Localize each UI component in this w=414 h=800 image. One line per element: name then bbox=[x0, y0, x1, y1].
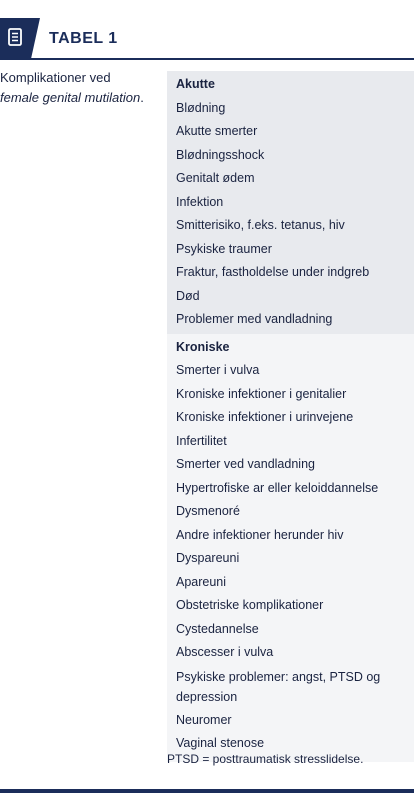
table-header bbox=[0, 18, 414, 60]
table-row: Dyspareuni bbox=[176, 551, 240, 565]
table-row: Kroniske infektioner i genitalier bbox=[176, 386, 347, 401]
table-row: Neuromer bbox=[176, 712, 232, 727]
chronic-heading: Kroniske bbox=[176, 339, 230, 354]
caption-italic: female genital mutilation bbox=[0, 90, 141, 105]
table-row: Andre infektioner herunder hiv bbox=[176, 527, 344, 542]
table-row: Apareuni bbox=[176, 574, 227, 589]
table-row: Abscesser i vulva bbox=[176, 645, 274, 659]
document-list-icon bbox=[0, 18, 40, 58]
table-row: Genitalt ødem bbox=[176, 171, 255, 185]
table-row: Fraktur, fastholdelse under indgreb bbox=[176, 265, 370, 279]
acute-heading: Akutte bbox=[176, 77, 215, 91]
table-row: Infertilitet bbox=[176, 433, 227, 448]
table-row: Psykiske problemer: angst, PTSD og depression bbox=[176, 669, 381, 704]
table-row: Blødningsshock bbox=[176, 147, 265, 162]
table-row: Død bbox=[176, 288, 200, 303]
caption-text: Komplikationer ved bbox=[0, 70, 111, 85]
table-row: Dysmenoré bbox=[176, 504, 240, 518]
table-row: Smitterisiko, f.eks. tetanus, hiv bbox=[176, 218, 345, 232]
table-footnote: PTSD = posttraumatisk stresslidelse. bbox=[167, 752, 364, 766]
table-row: Psykiske traumer bbox=[176, 241, 272, 256]
table-row: Smerter i vulva bbox=[176, 363, 260, 377]
table-row: Infektion bbox=[176, 194, 224, 209]
bottom-divider bbox=[0, 789, 414, 793]
table-row: Cystedannelse bbox=[176, 621, 259, 636]
caption-end: . bbox=[140, 90, 144, 105]
table-row: Akutte smerter bbox=[176, 124, 258, 138]
table-row: Blødning bbox=[176, 100, 226, 115]
table-title: TABEL 1 bbox=[49, 30, 118, 47]
table-caption bbox=[0, 68, 150, 108]
table-row: Smerter ved vandladning bbox=[176, 457, 315, 471]
table-row: Obstetriske komplikationer bbox=[176, 598, 324, 612]
table-row: Vaginal stenose bbox=[176, 736, 265, 750]
table-row: Problemer med vandladning bbox=[176, 312, 333, 326]
acute-section bbox=[167, 71, 414, 334]
table-row: Kroniske infektioner i urinvejene bbox=[176, 410, 354, 424]
chronic-section bbox=[167, 334, 414, 762]
table-row: Hypertrofiske ar eller keloiddannelse bbox=[176, 480, 379, 495]
complications-table bbox=[167, 71, 414, 762]
